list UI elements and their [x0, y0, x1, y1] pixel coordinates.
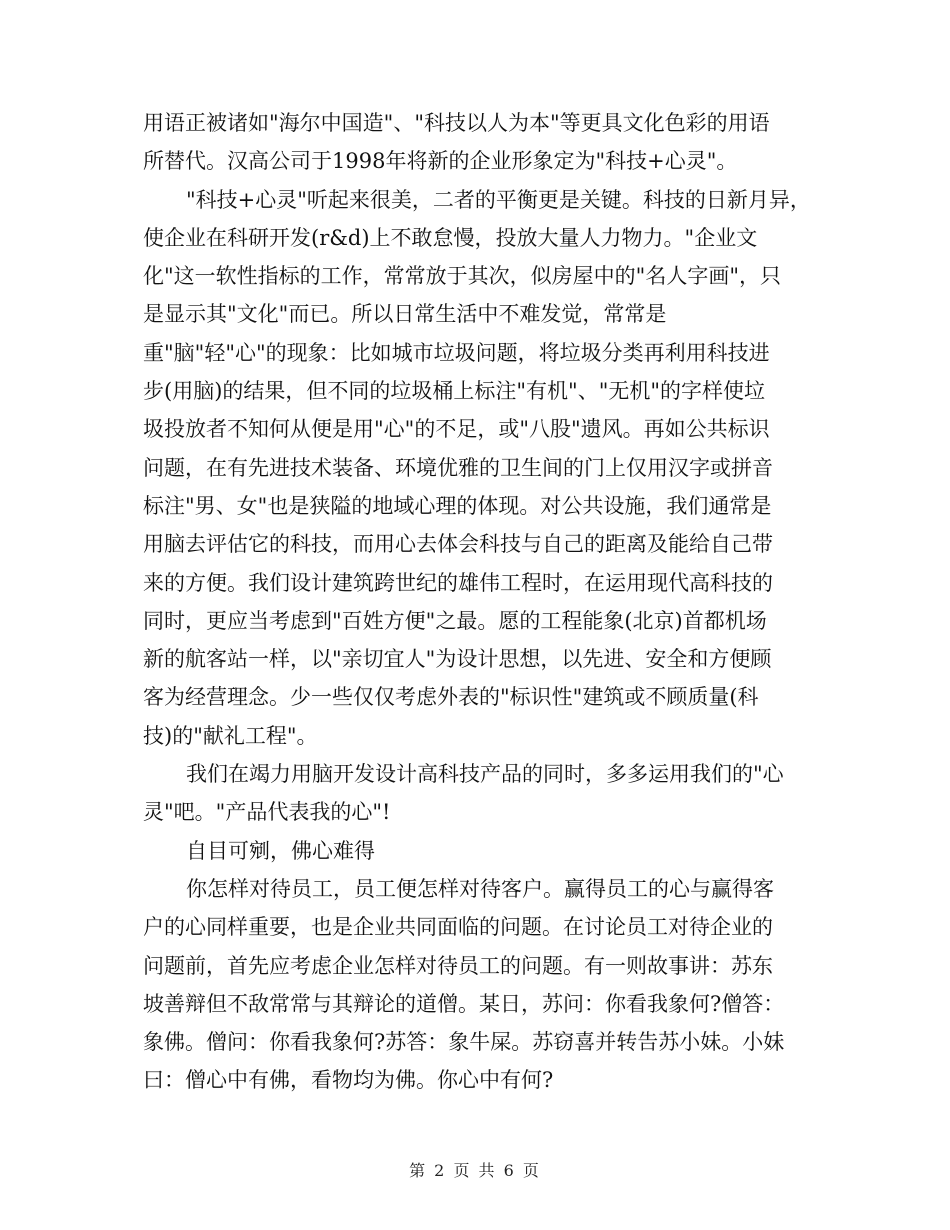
- text-line: 用脑去评估它的科技，而用心去体会科技与自己的距离及能给自己带: [143, 532, 773, 557]
- text-line: 问题前，首先应考虑企业怎样对待员工的问题。有一则故事讲：苏东: [143, 953, 773, 978]
- document-body: [143, 104, 833, 1100]
- text-line: 自目可剜，佛心难得: [186, 838, 375, 863]
- text-line: 我们在竭力用脑开发设计高科技产品的同时，多多运用我们的"心: [186, 762, 784, 787]
- text-line: 来的方便。我们设计建筑跨世纪的雄伟工程时，在运用现代高科技的: [143, 570, 773, 595]
- text-line: 是显示其"文化"而已。所以日常生活中不难发觉，常常是: [143, 302, 667, 327]
- text-line: 圾投放者不知何从便是用"心"的不足，或"八股"遗风。再如公共标识: [143, 417, 770, 442]
- text-line: 重"脑"轻"心"的现象：比如城市垃圾问题，将垃圾分类再利用科技进: [143, 340, 770, 365]
- text-line: 化"这一软性指标的工作，常常放于其次，似房屋中的"名人字画"，只: [143, 264, 781, 289]
- text-line: 曰：僧心中有佛，看物均为佛。你心中有何?: [143, 1068, 554, 1093]
- text-line: 新的航客站一样，以"亲切宜人"为设计思想，以先进、安全和方便顾: [143, 647, 772, 672]
- text-line: 标注"男、女"也是狭隘的地域心理的体现。对公共设施，我们通常是: [143, 493, 772, 518]
- text-line: 同时，更应当考虑到"百姓方便"之最。愿的工程能象(北京)首都机场: [143, 608, 767, 633]
- text-line: "科技+心灵"听起来很美，二者的平衡更是关键。科技的日新月异，: [186, 187, 811, 212]
- text-line: 使企业在科研开发(r&d)上不敢怠慢，投放大量人力物力。"企业文: [143, 225, 758, 250]
- page-footer: 第 2 页 共 6 页: [409, 1161, 541, 1180]
- text-line: 户的心同样重要，也是企业共同面临的问题。在讨论员工对待企业的: [143, 915, 773, 940]
- text-line: 你怎样对待员工，员工便怎样对待客户。赢得员工的心与赢得客: [186, 876, 774, 901]
- text-line: 灵"吧。"产品代表我的心"!: [143, 800, 391, 825]
- text-line: 步(用脑)的结果，但不同的垃圾桶上标注"有机"、"无机"的字样使垃: [143, 379, 766, 404]
- text-line: 坡善辩但不敌常常与其辩论的道僧。某日，苏问：你看我象何?僧答：: [143, 991, 785, 1016]
- text-line: 象佛。僧问：你看我象何?苏答：象牛屎。苏窃喜并转告苏小妹。小妹: [143, 1030, 785, 1055]
- text-line: 技)的"献礼工程"。: [143, 723, 318, 748]
- text-line: 所替代。汉高公司于1998年将新的企业形象定为"科技+心灵"。: [143, 149, 738, 174]
- text-line: 客为经营理念。少一些仅仅考虑外表的"标识性"建筑或不顾质量(科: [143, 685, 759, 710]
- text-line: 用语正被诸如"海尔中国造"、"科技以人为本"等更具文化色彩的用语: [143, 111, 770, 135]
- text-line: 问题，在有先进技术装备、环境优雅的卫生间的门上仅用汉字或拼音: [143, 455, 773, 480]
